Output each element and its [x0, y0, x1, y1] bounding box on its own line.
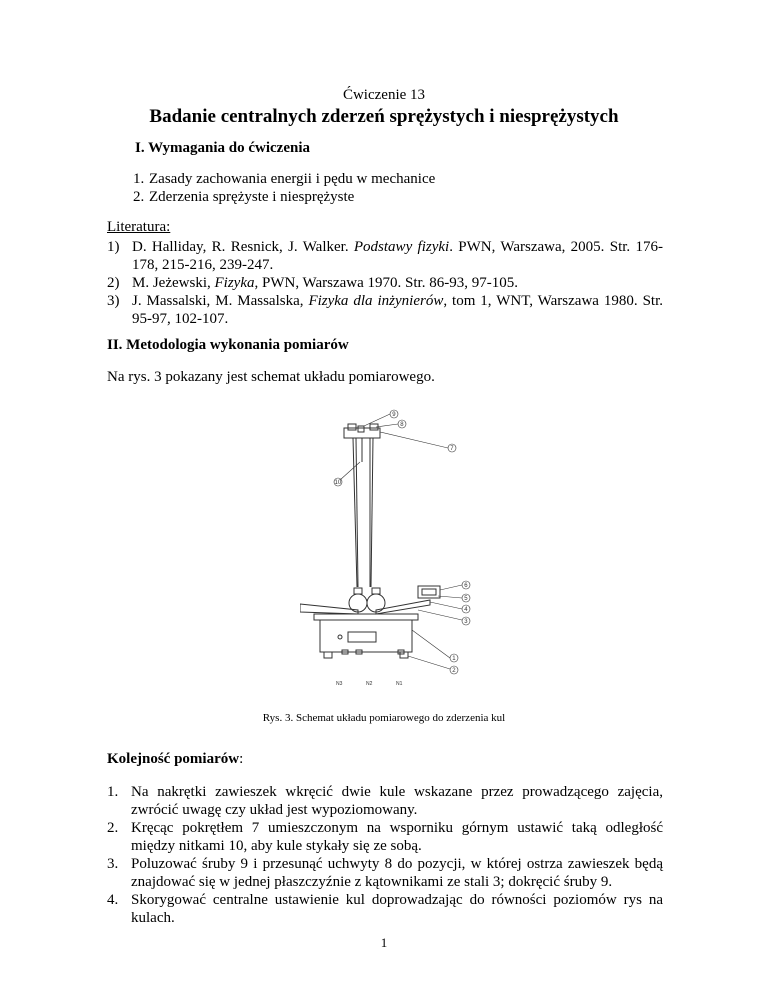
ball-hook-right	[372, 588, 380, 594]
apparatus-diagram	[300, 400, 480, 700]
figure-caption: Rys. 3. Schemat układu pomiarowego do zderzenia kul	[262, 712, 506, 724]
callout-6: 6	[464, 583, 468, 589]
callouts	[334, 410, 470, 687]
literature-authors: M. Jeżewski,	[132, 275, 215, 291]
foot-left	[324, 652, 332, 658]
step-text: Kręcąc pokrętłem 7 umieszczonym na wsporniku górnym ustawić taką odległość między nitkami 10, aby kule stykały się ze sobą.	[131, 820, 663, 854]
literature-authors: J. Massalski, M. Massalska,	[132, 293, 309, 309]
literature-label: Literatura:	[107, 219, 171, 235]
literature-item	[107, 274, 663, 292]
callout-9: 9	[392, 412, 396, 418]
requirements-list	[133, 170, 435, 206]
step-number: 2.	[107, 820, 119, 836]
measurement-order-label: Kolejność pomiarów	[107, 751, 240, 767]
list-number: 2.	[133, 189, 145, 205]
callout-8: 8	[400, 422, 404, 428]
exercise-number: Ćwiczenie 13	[342, 87, 426, 103]
step-item	[107, 855, 663, 891]
step-text: Poluzować śruby 9 i przesunąć uchwyty 8 do pozycji, w której ostrza zawieszek będą znajdować się w jednej płaszczyźnie z kątownikami ze stali 3; dokręcić śruby 9.	[131, 856, 663, 890]
holder-left	[348, 424, 356, 430]
step-text: Na nakrętki zawieszek wkręcić dwie kule wskazane przez prowadzącego zajęcia, zwrócić uwagę czy układ jest wypoziomowany.	[131, 784, 663, 818]
literature-book-title: Fizyka	[214, 275, 255, 291]
callout-3: 3	[464, 619, 468, 625]
literature-book-title: Fizyka dla inżynierów	[308, 293, 444, 309]
literature-authors: D. Halliday, R. Resnick, J. Walker.	[132, 239, 354, 255]
literature-item	[107, 292, 663, 328]
base-plate	[314, 614, 418, 620]
base-button	[338, 635, 342, 639]
label-n1: N1	[396, 681, 403, 687]
thread-right	[371, 438, 373, 587]
step-item	[107, 783, 663, 819]
callout-4: 4	[464, 607, 468, 613]
page-title: Badanie centralnych zderzeń sprężystych i niesprężystych	[149, 106, 619, 127]
step-text: Skorygować centralne ustawienie kul doprowadzając do równości poziomów rys na kulach.	[131, 892, 663, 926]
label-n3: N3	[336, 681, 343, 687]
ball-hook-left	[354, 588, 362, 594]
measurement-order-colon: :	[239, 751, 244, 767]
step-number: 3.	[107, 856, 119, 872]
leader-lines	[340, 414, 462, 669]
list-item	[133, 170, 435, 188]
callout-5: 5	[464, 596, 468, 602]
literature-details: , PWN, Warszawa 1970. Str. 86-93, 97-105.	[254, 275, 518, 291]
measurement-order-heading	[107, 751, 243, 768]
page-number: 1	[380, 935, 388, 950]
literature-details: , tom 1, WNT, Warszawa 1980. Str. 95-97, 102-107.	[132, 293, 664, 327]
list-text: Zderzenia sprężyste i niesprężyste	[149, 189, 355, 205]
counter-display	[422, 589, 436, 595]
literature-details: . PWN, Warszawa, 2005. Str. 176-178, 215-216, 239-247.	[132, 239, 663, 273]
literature-item	[107, 238, 663, 274]
list-number: 3)	[107, 293, 120, 309]
callout-1: 1	[452, 656, 456, 662]
literature-list	[107, 238, 663, 328]
list-number: 2)	[107, 275, 120, 291]
label-n2: N2	[366, 681, 373, 687]
list-number: 1)	[107, 239, 120, 255]
list-text: Zasady zachowania energii i pędu w mechanice	[149, 171, 436, 187]
callout-10: 10	[334, 480, 342, 486]
knob	[358, 426, 364, 432]
base-housing	[320, 620, 412, 652]
section-heading-methodology: II. Metodologia wykonania pomiarów	[107, 337, 349, 353]
callout-7: 7	[450, 446, 454, 452]
section-heading-requirements: I. Wymagania do ćwiczenia	[135, 140, 310, 156]
step-item	[107, 891, 663, 927]
step-number: 1.	[107, 784, 119, 800]
step-number: 4.	[107, 892, 119, 908]
list-number: 1.	[133, 171, 145, 187]
literature-book-title: Podstawy fizyki	[353, 239, 450, 255]
callout-2: 2	[452, 668, 456, 674]
base-display	[348, 632, 376, 642]
counter-box	[418, 586, 440, 598]
intro-paragraph: Na rys. 3 pokazany jest schemat układu pomiarowego.	[107, 369, 435, 385]
measurement-steps	[107, 783, 663, 927]
list-item	[133, 188, 435, 206]
step-item	[107, 819, 663, 855]
